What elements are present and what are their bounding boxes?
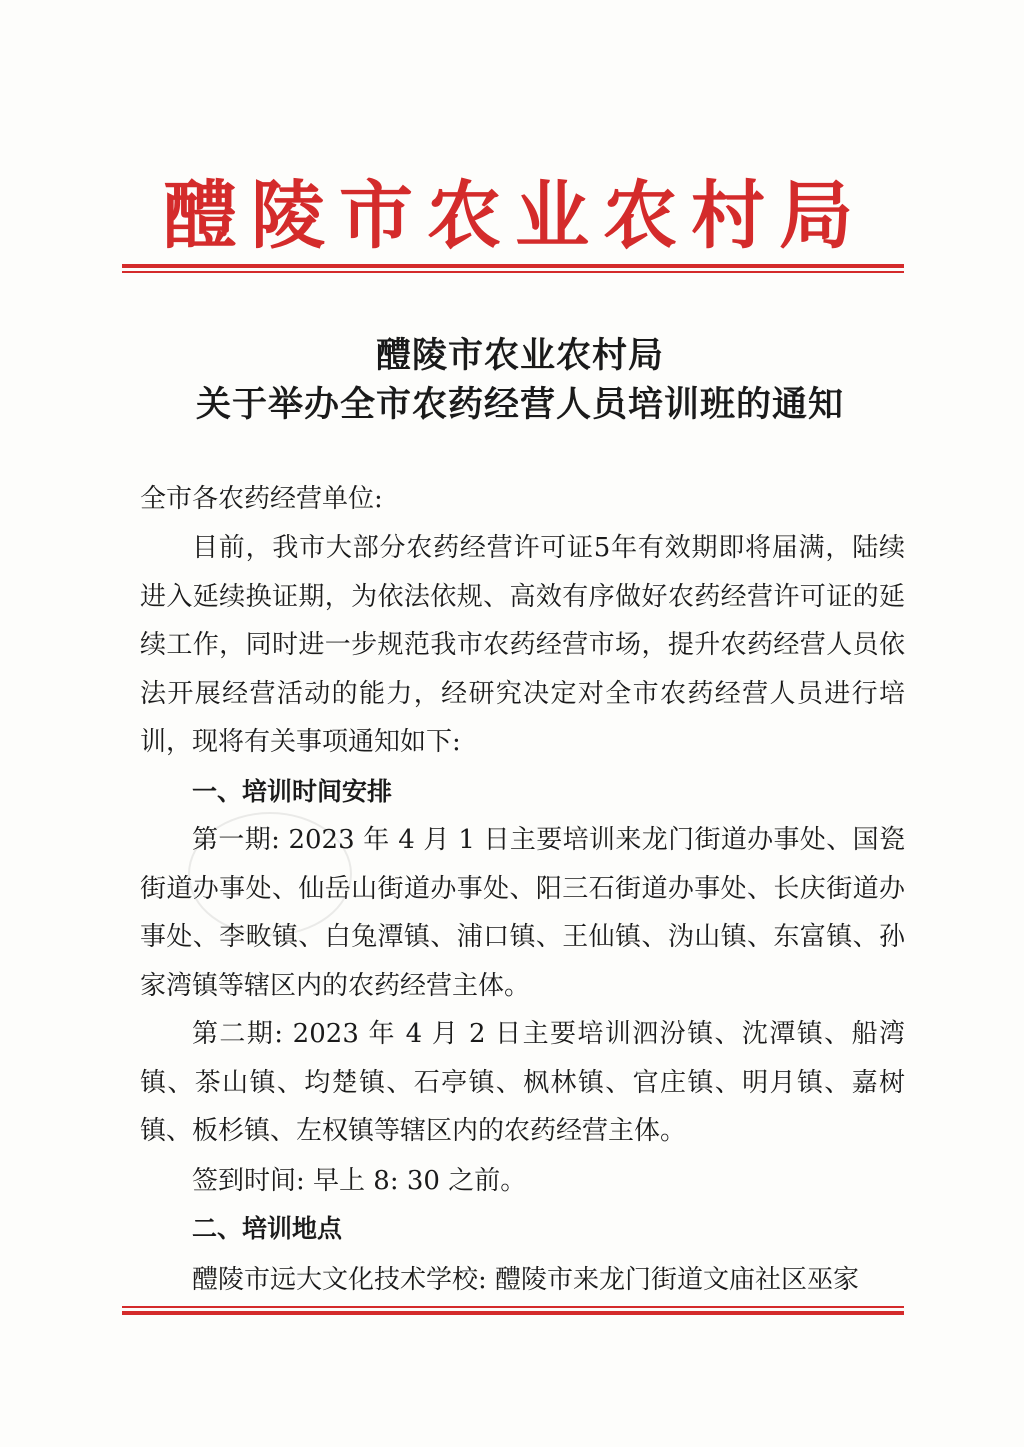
salutation: 全市各农药经营单位: — [140, 484, 383, 514]
document-title-line2: 关于举办全市农药经营人员培训班的通知 — [195, 385, 844, 425]
letterhead-red-rule — [122, 264, 904, 273]
letterhead-org-name: 醴陵市农业农村局 — [163, 173, 867, 259]
rule-thick-line — [122, 264, 904, 268]
intro-paragraph: 目前，我市大部分农药经营许可证5年有效期即将届满，陆续进入延续换证期，为依法依规、高效有序做好农药经营许可证的延续工作，同时进一步规范我市农药经营市场，提升农药经营人员依法开展经营活动的能力，经研究决定对全市农药经营人员进行培训，现将有关事项通知如下: — [140, 533, 905, 757]
rule-thick-line — [122, 1311, 904, 1315]
training-venue-paragraph: 醴陵市远大文化技术学校: 醴陵市来龙门街道文庙社区巫家 — [192, 1265, 860, 1295]
training-period2-paragraph: 第二期: 2023 年 4 月 2 日主要培训泗汾镇、沈潭镇、船湾镇、茶山镇、均楚镇、石亭镇、枫林镇、官庄镇、明月镇、嘉树镇、板杉镇、左权镇等辖区内的农药经营主体。 — [140, 1019, 905, 1146]
rule-thin-line — [122, 1306, 904, 1308]
document-title-line1: 醴陵市农业农村局 — [375, 336, 664, 376]
section2-heading: 二、培训地点 — [192, 1214, 343, 1243]
training-period1-paragraph: 第一期: 2023 年 4 月 1 日主要培训来龙门街道办事处、国瓷街道办事处、仙岳山街道办事处、阳三石街道办事处、长庆街道办事处、李畋镇、白兔潭镇、浦口镇、王仙镇、沩山镇、东富镇、孙家湾镇等辖区内的农药经营主体。 — [140, 825, 905, 1001]
rule-thin-line — [122, 271, 904, 273]
signin-time-paragraph: 签到时间: 早上 8: 30 之前。 — [192, 1166, 527, 1196]
section1-heading: 一、培训时间安排 — [192, 777, 393, 806]
footer-red-rule — [122, 1306, 904, 1315]
